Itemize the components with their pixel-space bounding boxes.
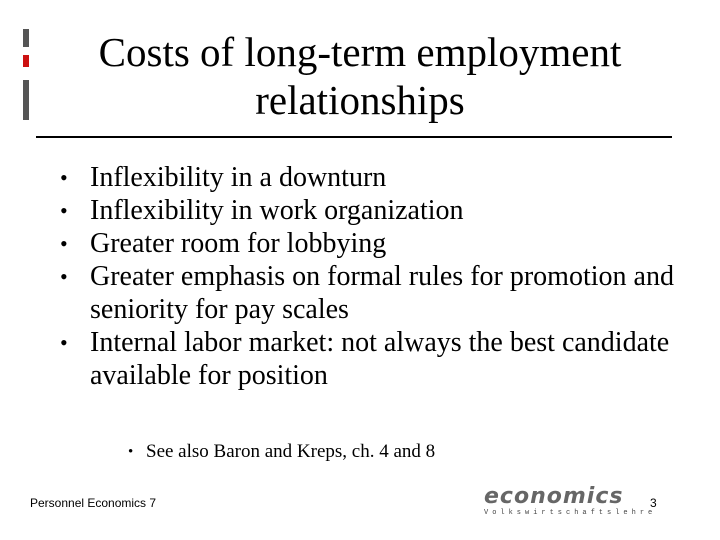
title-accent-bar-bottom	[23, 80, 29, 120]
bullet-text: Inflexibility in work organization	[90, 195, 464, 226]
page-number: 3	[650, 496, 657, 510]
bullet-dot-icon: •	[60, 165, 68, 190]
bullet-item	[60, 227, 680, 260]
bullet-text: Internal labor market: not always the best candidate available for position	[90, 327, 670, 391]
title-accent-bar-red	[23, 55, 29, 67]
bullet-item	[60, 260, 680, 326]
sub-bullet-dot-icon: •	[128, 444, 134, 460]
sub-bullet	[128, 440, 686, 464]
bullet-dot-icon: •	[60, 198, 68, 223]
economics-logo	[484, 484, 657, 522]
slide-title-line-2: relationships	[255, 77, 465, 123]
bullet-dot-icon: •	[60, 264, 68, 289]
bullet-list	[60, 161, 680, 392]
logo-wordmark: economics	[484, 484, 624, 509]
title-accent-bar-top	[23, 29, 29, 47]
bullet-text: Greater emphasis on formal rules for promotion and seniority for pay scales	[90, 261, 674, 325]
bullet-dot-icon: •	[60, 330, 68, 355]
footer-course-label: Personnel Economics 7	[30, 496, 157, 510]
bullet-item	[60, 326, 680, 392]
bullet-text: Greater room for lobbying	[90, 228, 387, 259]
bullet-text: Inflexibility in a downturn	[90, 162, 387, 193]
bullet-item	[60, 161, 680, 194]
title-divider	[36, 136, 672, 138]
logo-tagline: Volkswirtschaftslehre	[484, 509, 657, 517]
bullet-item	[60, 194, 680, 227]
bullet-dot-icon: •	[60, 231, 68, 256]
slide-title-line-1: Costs of long-term employment	[98, 29, 622, 75]
sub-bullet-text: See also Baron and Kreps, ch. 4 and 8	[146, 441, 436, 462]
slide-title	[62, 28, 658, 124]
